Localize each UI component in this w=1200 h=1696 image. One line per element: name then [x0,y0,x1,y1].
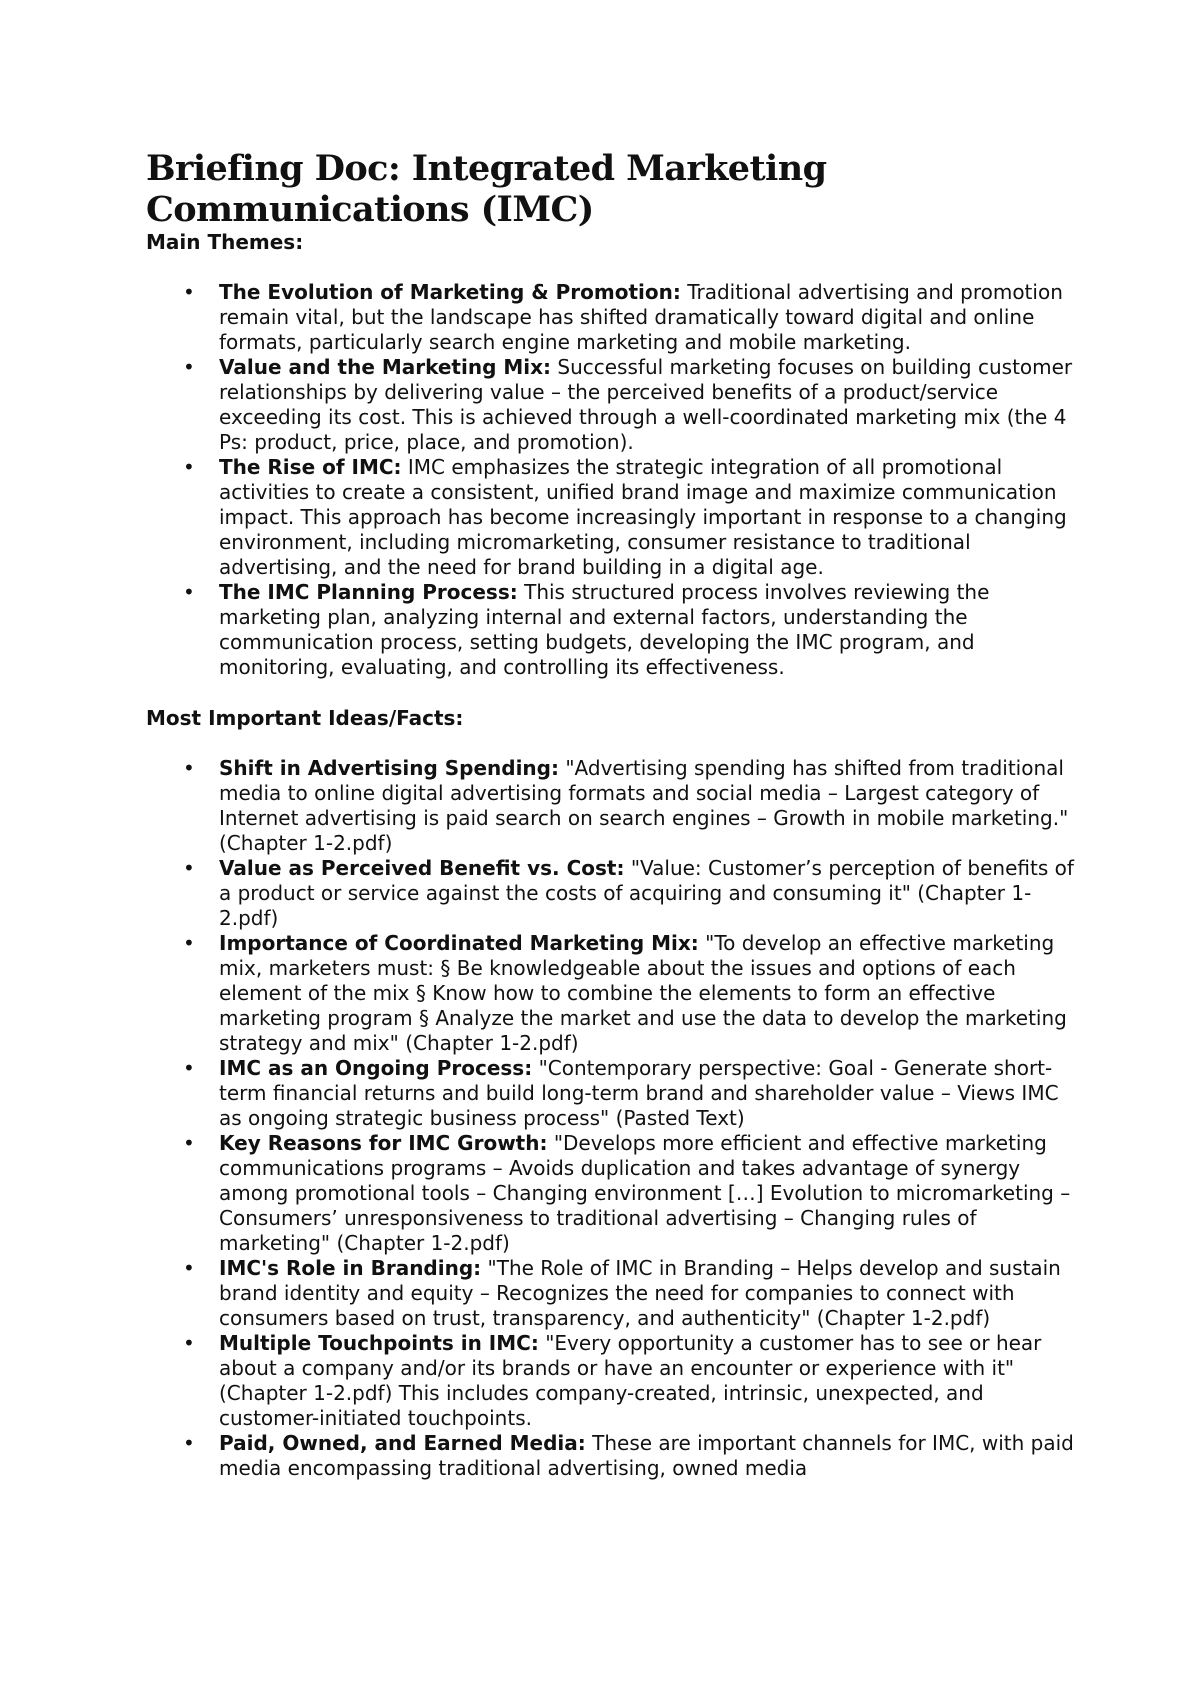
item-text: IMC emphasizes the strategic integration of all promotional activities to create a consistent, unified brand image and maximize communication impact. This approach has become increasingly important in response to a changing environment, including micromarketing, consumer resistance to traditional advertising, and the need for brand building in a digital age. [219,455,1067,579]
item-text: This structured process involves reviewing the marketing plan, analyzing internal and external factors, understanding the communication process, setting budgets, developing the IMC program, and monitoring, evaluating, and controlling its effectiveness. [219,580,990,679]
item-text: Traditional advertising and promotion remain vital, but the landscape has shifted dramatically toward digital and online formats, particularly search engine marketing and mobile marketing. [219,280,1063,354]
item-title: IMC's Role in Branding: [219,1256,482,1280]
bullet-icon: • [183,280,195,304]
important-ideas-heading: Most Important Ideas/Facts: [146,706,464,730]
document-title: Briefing Doc: Integrated Marketing Communications (IMC) [146,148,827,230]
list-item [146,280,1076,355]
item-title: Importance of Coordinated Marketing Mix: [219,931,699,955]
item-text: "Contemporary perspective: Goal - Generate short-term financial returns and build long-term brand and shareholder value – Views IMC as ongoing strategic business process" (Pasted Text) [219,1056,1059,1130]
main-themes-list [146,280,1076,680]
item-title: Paid, Owned, and Earned Media: [219,1431,586,1455]
item-title: The Rise of IMC: [219,455,402,479]
main-themes-heading: Main Themes: [146,230,304,254]
bullet-icon: • [183,580,195,604]
bullet-icon: • [183,931,195,955]
bullet-icon: • [183,355,195,379]
list-item [146,580,1076,680]
list-item [146,1256,1076,1331]
list-item [146,856,1076,931]
item-title: Multiple Touchpoints in IMC: [219,1331,539,1355]
item-title: Shift in Advertising Spending: [219,756,559,780]
bullet-icon: • [183,1256,195,1280]
item-text: "Value: Customer’s perception of benefits of a product or service against the costs of acquiring and consuming it" (Chapter 1-2.pdf) [219,856,1074,930]
bullet-icon: • [183,1431,195,1455]
list-item [146,1131,1076,1256]
list-item [146,931,1076,1056]
item-text: "Advertising spending has shifted from traditional media to online digital advertising formats and social media – Largest category of Internet advertising is paid search on search engines – Growth in mobile marketing." (Chapter 1-2.pdf) [219,756,1069,855]
list-item [146,1431,1076,1481]
list-item [146,1331,1076,1431]
bullet-icon: • [183,1331,195,1355]
list-item [146,756,1076,856]
item-text: "The Role of IMC in Branding – Helps develop and sustain brand identity and equity – Recognizes the need for companies to connect with consumers based on trust, transparency, and authenticity" (Chapter 1-2.pdf) [219,1256,1061,1330]
item-title: Value and the Marketing Mix: [219,355,552,379]
important-ideas-list [146,756,1076,1481]
bullet-icon: • [183,455,195,479]
item-title: Key Reasons for IMC Growth: [219,1131,548,1155]
bullet-icon: • [183,1056,195,1080]
item-title: The Evolution of Marketing & Promotion: [219,280,681,304]
list-item [146,1056,1076,1131]
item-title: Value as Perceived Benefit vs. Cost: [219,856,625,880]
bullet-icon: • [183,1131,195,1155]
list-item [146,355,1076,455]
item-title: IMC as an Ongoing Process: [219,1056,533,1080]
item-text: "To develop an effective marketing mix, marketers must: § Be knowledgeable about the issues and options of each element of the mix § Know how to combine the elements to form an effective marketing program § Analyze the market and use the data to develop the marketing strategy and mix" (Chapter 1-2.pdf) [219,931,1067,1055]
item-text: "Every opportunity a customer has to see or hear about a company and/or its brands or have an encounter or experience with it" (Chapter 1-2.pdf) This includes company-created, intrinsic, unexpected, and customer-initiated touchpoints. [219,1331,1042,1430]
item-title: The IMC Planning Process: [219,580,518,604]
list-item [146,455,1076,580]
document-page [146,148,1076,1481]
item-text: Successful marketing focuses on building customer relationships by delivering value – the perceived benefits of a product/service exceeding its cost. This is achieved through a well-coordinated marketing mix (the 4 Ps: product, price, place, and promotion). [219,355,1073,454]
bullet-icon: • [183,756,195,780]
bullet-icon: • [183,856,195,880]
item-text: These are important channels for IMC, with paid media encompassing traditional advertising, owned media [219,1431,1074,1480]
item-text: "Develops more efficient and effective marketing communications programs – Avoids duplication and takes advantage of synergy among promotional tools – Changing environment […] Evolution to micromarketing – Consumers’ unresponsiveness to traditional advertising – Changing rules of marketing" (Chapter 1-2.pdf) [219,1131,1071,1255]
